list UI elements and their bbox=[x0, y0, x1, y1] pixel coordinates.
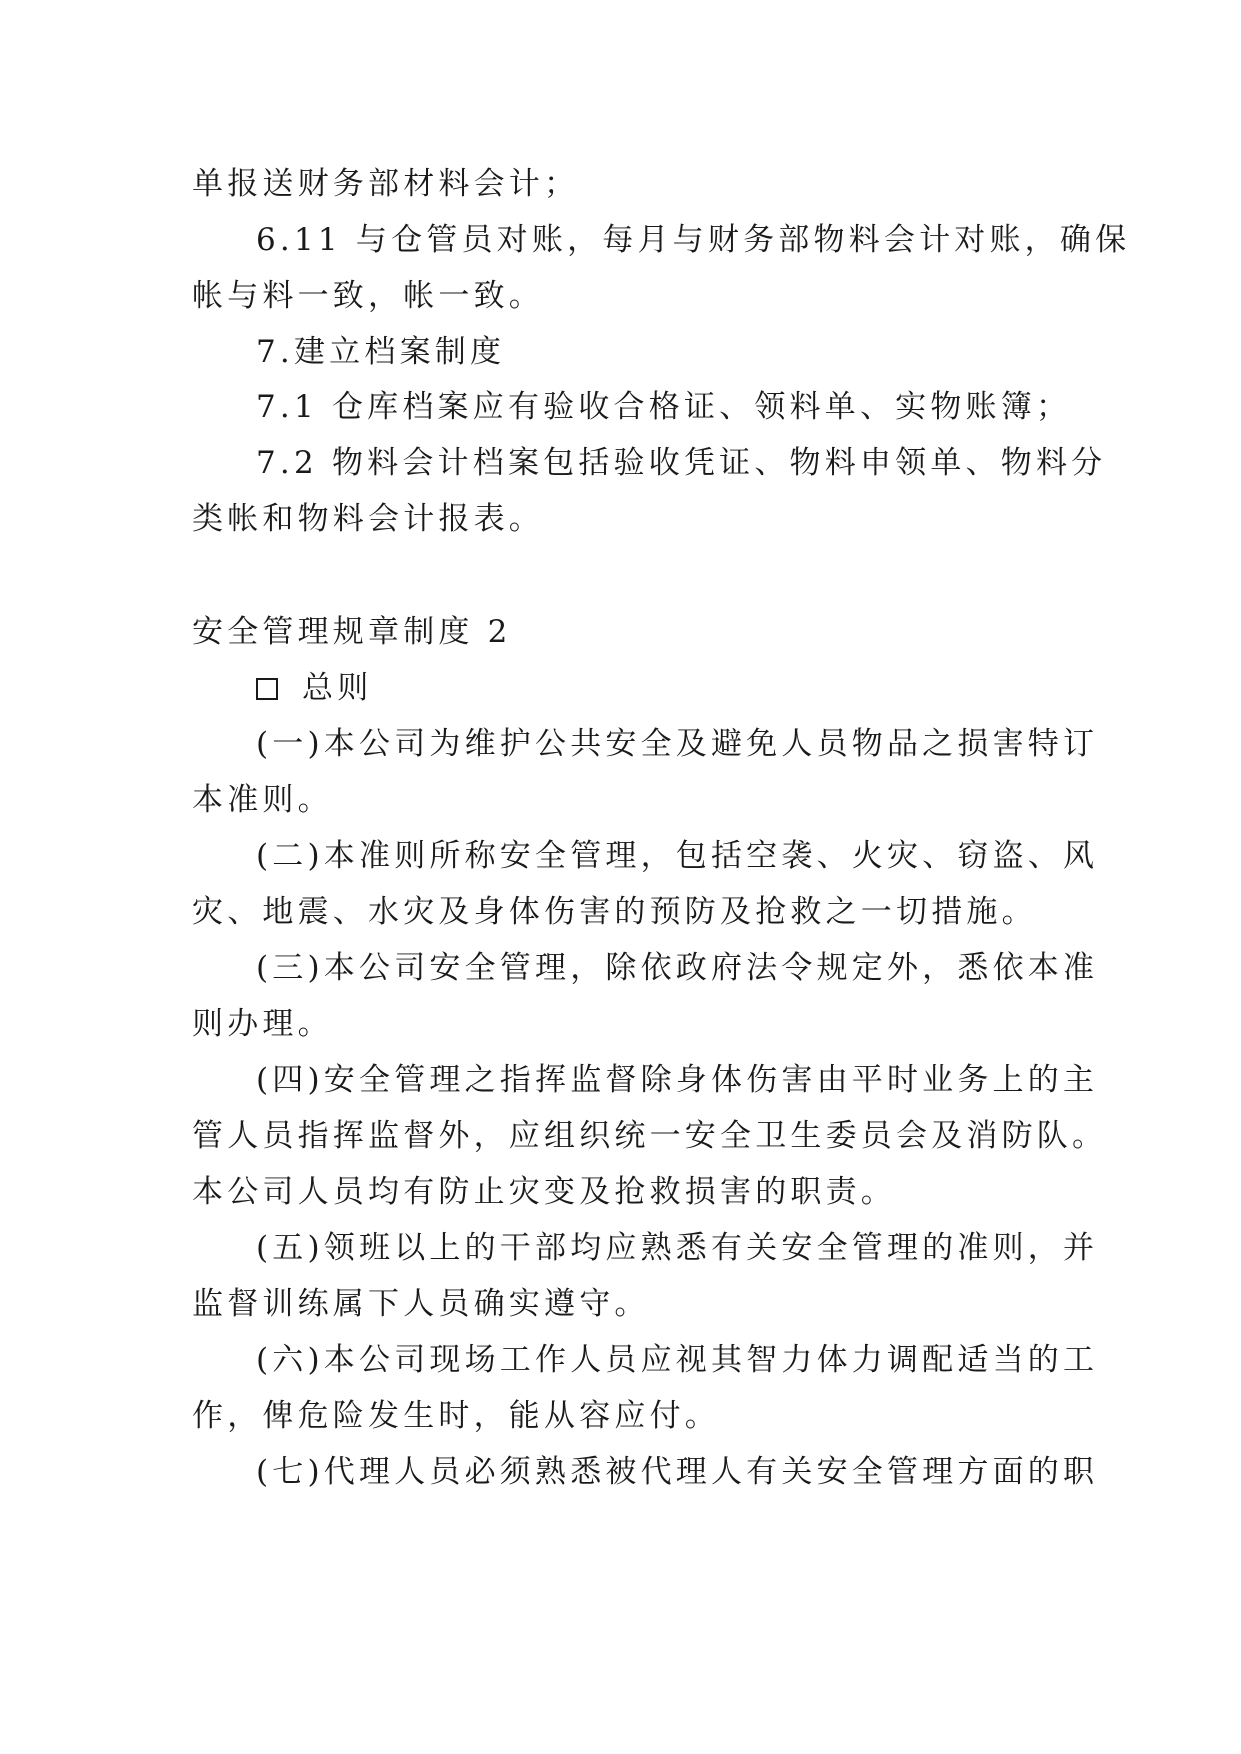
section-heading: 7.建立档案制度 bbox=[256, 334, 506, 370]
text-line: 6.11 与仓管员对账，每月与财务部物料会计对账，确保 bbox=[256, 222, 1131, 258]
chapter-heading bbox=[256, 668, 372, 708]
text-line: (三)本公司安全管理，除依政府法令规定外，悉依本准 bbox=[256, 950, 1099, 986]
text-line: 管人员指挥监督外，应组织统一安全卫生委员会及消防队。 bbox=[192, 1118, 1108, 1154]
text-line: (五)领班以上的干部均应熟悉有关安全管理的准则，并 bbox=[256, 1230, 1099, 1266]
text-line: 本准则。 bbox=[192, 782, 333, 818]
text-line: (六)本公司现场工作人员应视其智力体力调配适当的工 bbox=[256, 1342, 1099, 1378]
text-line: (四)安全管理之指挥监督除身体伤害由平时业务上的主 bbox=[256, 1062, 1099, 1098]
text-line: 灾、地震、水灾及身体伤害的预防及抢救之一切措施。 bbox=[192, 894, 1037, 930]
text-line: 作，俾危险发生时，能从容应付。 bbox=[192, 1398, 720, 1434]
text-line: 单报送财务部材料会计； bbox=[192, 166, 580, 202]
chapter-heading-label: 总则 bbox=[302, 670, 373, 706]
text-line: (二)本准则所称安全管理，包括空袭、火灾、窃盗、风 bbox=[256, 838, 1099, 874]
text-line: 7.1 仓库档案应有验收合格证、领料单、实物账簿； bbox=[256, 389, 1072, 425]
checkbox-square-icon bbox=[256, 678, 278, 700]
text-line: 帐与料一致，帐一致。 bbox=[192, 278, 544, 314]
text-line: 则办理。 bbox=[192, 1006, 333, 1042]
text-line: 本公司人员均有防止灾变及抢救损害的职责。 bbox=[192, 1174, 896, 1210]
text-line: (七)代理人员必须熟悉被代理人有关安全管理方面的职 bbox=[256, 1454, 1099, 1490]
text-line: 类帐和物料会计报表。 bbox=[192, 501, 544, 537]
text-line: 7.2 物料会计档案包括验收凭证、物料申领单、物料分 bbox=[256, 445, 1107, 481]
document-title: 安全管理规章制度 2 bbox=[192, 614, 512, 650]
text-line: 监督训练属下人员确实遵守。 bbox=[192, 1286, 650, 1322]
text-line: (一)本公司为维护公共安全及避免人员物品之损害特订 bbox=[256, 726, 1099, 762]
